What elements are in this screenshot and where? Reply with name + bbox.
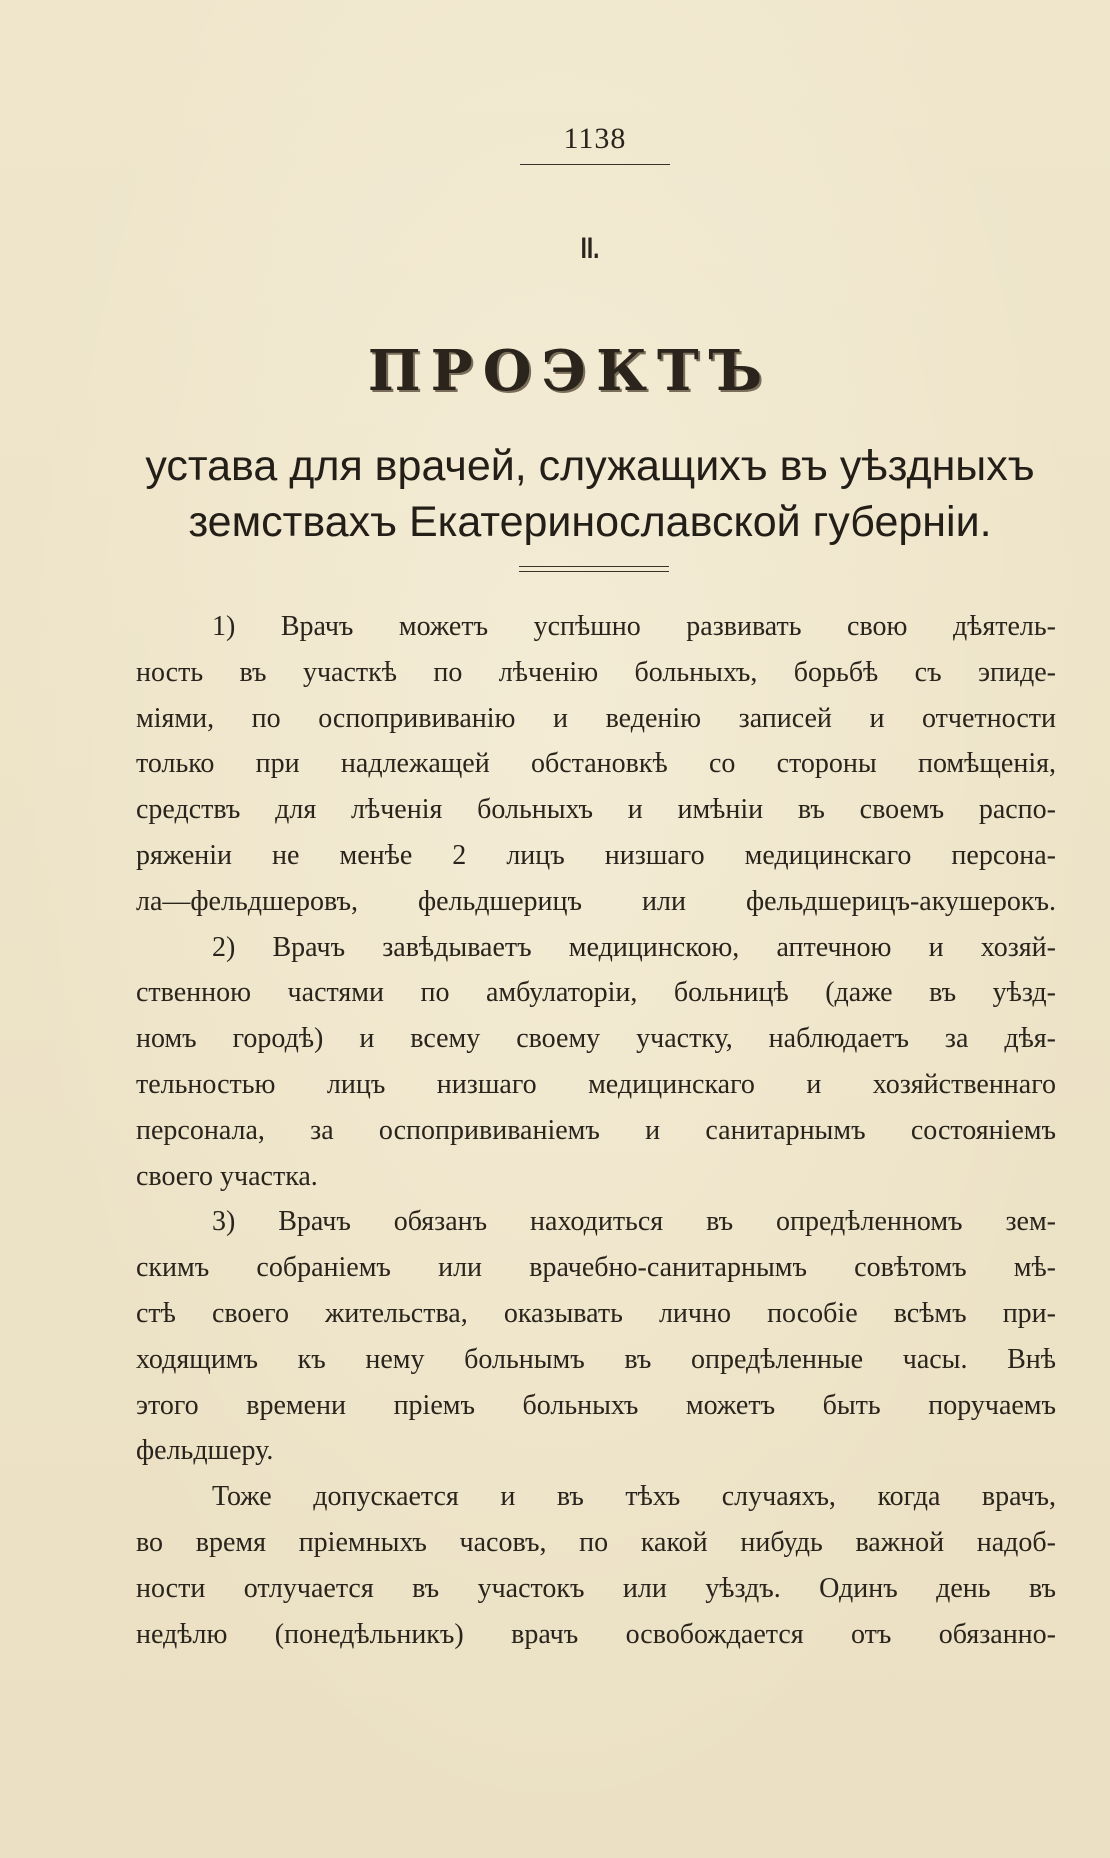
body-line: во время пріемныхъ часовъ, по какой нибудь важной надоб- [136, 1526, 1056, 1558]
page-number-rule [520, 164, 670, 165]
body-line: стѣ своего жительства, оказывать лично пособіе всѣмъ при- [136, 1297, 1056, 1329]
subtitle-line-2: земствахъ Екатеринославской губерніи. [188, 498, 992, 546]
body-line: ла—фельдшеровъ, фельдшерицъ или фельдшерицъ-акушерокъ. [136, 885, 1056, 917]
body-line: ходящимъ къ нему больнымъ въ опредѣленные часы. Внѣ [136, 1343, 1056, 1375]
body-line: фельдшеру. [136, 1435, 274, 1467]
body-line: скимъ собраніемъ или врачебно-санитарнымъ совѣтомъ мѣ- [136, 1252, 1056, 1284]
body-line: персонала, за оспопрививаніемъ и санитарнымъ состояніемъ [136, 1114, 1056, 1146]
body-line: ность въ участкѣ по лѣченію больныхъ, борьбѣ съ эпиде- [136, 656, 1056, 688]
body-line: номъ городѣ) и всему своему участку, наблюдаетъ за дѣя- [136, 1023, 1056, 1055]
body-line: міями, по оспопрививанію и веденію записей и отчетности [136, 702, 1056, 734]
body-line: 1) Врачъ можетъ успѣшно развивать свою дѣятель- [212, 611, 1056, 642]
body-line: недѣлю (понедѣльникъ) врачъ освобождается отъ обязанно- [136, 1618, 1056, 1650]
body-line: средствъ для лѣченія больныхъ и имѣніи въ своемъ распо- [136, 794, 1056, 826]
body-text [136, 604, 1056, 1657]
body-line: Тоже допускается и въ тѣхъ случаяхъ, когда врачъ, [212, 1481, 1056, 1513]
body-line: ряженіи не менѣе 2 лицъ низшаго медицинскаго персона- [136, 839, 1056, 871]
body-line: ности отлучается въ участокъ или уѣздъ. Одинъ день въ [136, 1572, 1056, 1604]
body-line: своего участка. [136, 1160, 318, 1192]
double-rule-divider [519, 566, 669, 572]
body-line: только при надлежащей обстановкѣ со стороны помѣщенія, [136, 748, 1056, 780]
document-title: ПРОЭКТЪ [367, 338, 773, 404]
body-line: 3) Врачъ обязанъ находиться въ опредѣленномъ зем- [212, 1206, 1056, 1238]
body-line: 2) Врачъ завѣдываетъ медицинскою, аптечною и хозяй- [212, 931, 1056, 963]
subtitle-line-1: устава для врачей, служащихъ въ уѣздныхъ [145, 442, 1035, 490]
page-number: 1138 [563, 122, 627, 155]
body-line: тельностью лицъ низшаго медицинскаго и хозяйственнаго [136, 1068, 1056, 1100]
body-line: этого времени пріемъ больныхъ можетъ быть поручаемъ [136, 1389, 1056, 1421]
section-number: II. [580, 232, 600, 265]
body-line: ственною частями по амбулаторіи, больницѣ (даже въ уѣзд- [136, 977, 1056, 1009]
